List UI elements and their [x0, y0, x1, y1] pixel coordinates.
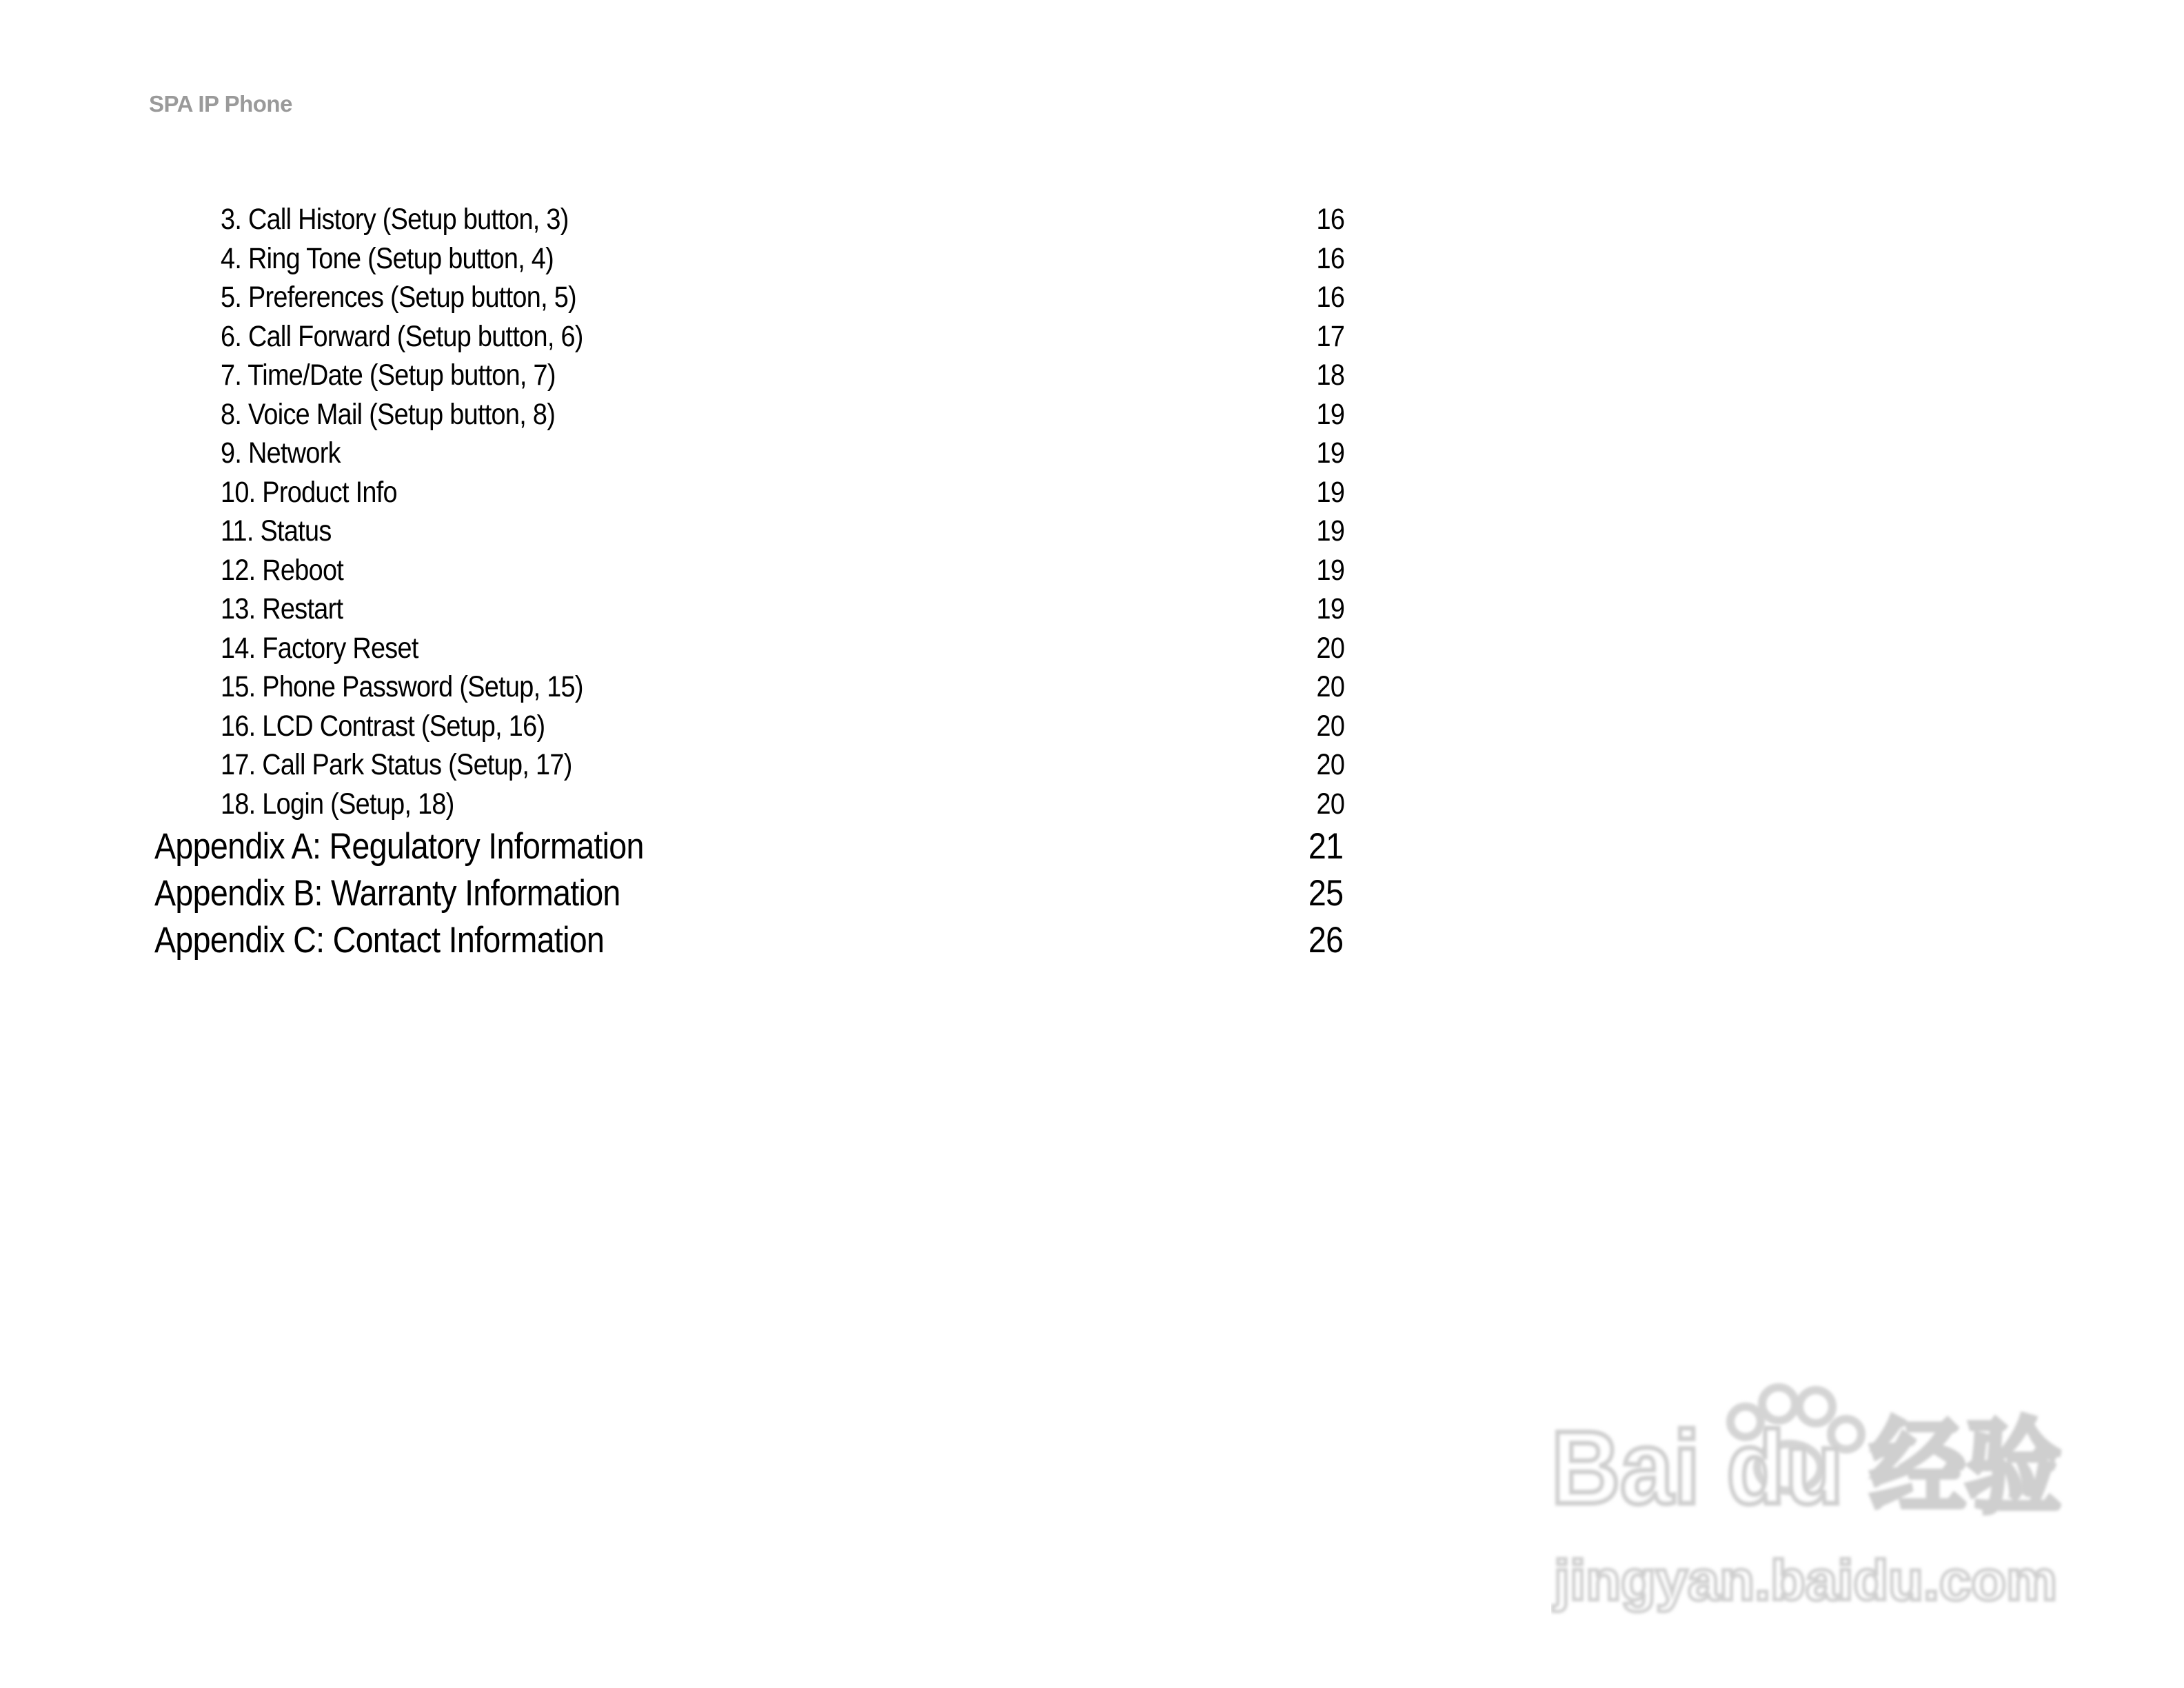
page-header: SPA IP Phone	[149, 91, 292, 117]
toc-entry-page: 18	[1316, 359, 1344, 392]
toc-appendix-entry[interactable]	[0, 870, 2184, 917]
toc-entry-label: 17. Call Park Status (Setup, 17)	[221, 748, 572, 781]
toc-entry[interactable]	[0, 200, 2184, 239]
toc-entry-page: 19	[1316, 514, 1344, 547]
toc-entry-label: 3. Call History (Setup button, 3)	[221, 203, 569, 236]
watermark-brand: Bai du 经验	[1551, 1409, 2061, 1525]
toc-entry[interactable]	[0, 707, 2184, 746]
toc-entry-label: 15. Phone Password (Setup, 15)	[221, 670, 583, 703]
toc-entry[interactable]	[0, 590, 2184, 629]
table-of-contents	[0, 200, 2184, 964]
toc-entry-page: 20	[1316, 787, 1344, 821]
toc-entry-page: 19	[1316, 475, 1344, 509]
toc-appendix-label: Appendix A: Regulatory Information	[154, 826, 644, 867]
toc-appendix-entry[interactable]	[0, 823, 2184, 870]
toc-entry-page: 16	[1316, 203, 1344, 236]
toc-entry[interactable]	[0, 356, 2184, 395]
toc-appendix-entry[interactable]	[0, 917, 2184, 964]
toc-entry[interactable]	[0, 434, 2184, 473]
toc-entry[interactable]	[0, 551, 2184, 590]
toc-appendix-page: 21	[1308, 826, 1343, 867]
toc-appendix-page: 25	[1308, 873, 1343, 914]
toc-entry-page: 20	[1316, 631, 1344, 665]
toc-entry-label: 18. Login (Setup, 18)	[221, 787, 454, 821]
toc-entry[interactable]	[0, 278, 2184, 317]
toc-entry-page: 19	[1316, 592, 1344, 625]
toc-entry-label: 14. Factory Reset	[221, 631, 418, 665]
toc-entry-label: 12. Reboot	[221, 553, 344, 587]
toc-entry[interactable]	[0, 667, 2184, 707]
toc-entry-label: 16. LCD Contrast (Setup, 16)	[221, 709, 545, 743]
toc-entry[interactable]	[0, 317, 2184, 356]
watermark-url: jingyan.baidu.com	[1552, 1549, 2057, 1612]
toc-entry-page: 16	[1316, 241, 1344, 275]
toc-entry[interactable]	[0, 239, 2184, 279]
toc-entry-label: 13. Restart	[221, 592, 343, 625]
toc-entry-label: 7. Time/Date (Setup button, 7)	[221, 359, 556, 392]
toc-entry-page: 19	[1316, 397, 1344, 431]
toc-entry-page: 20	[1316, 709, 1344, 743]
toc-entry[interactable]	[0, 512, 2184, 551]
toc-entry-page: 20	[1316, 748, 1344, 781]
toc-entry[interactable]	[0, 395, 2184, 434]
toc-entry-page: 19	[1316, 436, 1344, 470]
toc-entry[interactable]	[0, 473, 2184, 512]
toc-appendix-label: Appendix B: Warranty Information	[154, 873, 620, 914]
toc-entry-label: 11. Status	[221, 514, 332, 547]
toc-entry-label: 8. Voice Mail (Setup button, 8)	[221, 397, 556, 431]
toc-appendix-label: Appendix C: Contact Information	[154, 920, 605, 961]
toc-entry[interactable]	[0, 785, 2184, 824]
toc-entry-label: 9. Network	[221, 436, 341, 470]
toc-entry-page: 17	[1316, 319, 1344, 353]
toc-entry-label: 5. Preferences (Setup button, 5)	[221, 281, 576, 314]
toc-entry-label: 4. Ring Tone (Setup button, 4)	[221, 241, 554, 275]
baidu-watermark	[1551, 1379, 2075, 1627]
toc-entry[interactable]	[0, 629, 2184, 668]
toc-entry-label: 6. Call Forward (Setup button, 6)	[221, 319, 583, 353]
toc-entry-label: 10. Product Info	[221, 475, 397, 509]
toc-entry-page: 19	[1316, 553, 1344, 587]
toc-entry-page: 20	[1316, 670, 1344, 703]
toc-entry[interactable]	[0, 745, 2184, 785]
toc-appendix-page: 26	[1308, 920, 1343, 961]
toc-entry-page: 16	[1316, 281, 1344, 314]
